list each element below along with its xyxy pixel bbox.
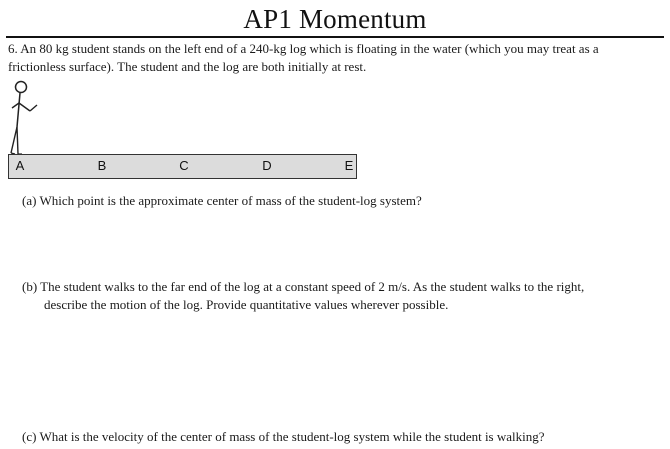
title-divider [6, 36, 664, 38]
log-point-d-label: D [262, 158, 272, 173]
log-point-c-label: C [179, 158, 189, 173]
log-point-b-label: B [97, 158, 107, 173]
page-title: AP1 Momentum [243, 4, 427, 34]
question-a: (a) Which point is the approximate center of mass of the student-log system? [22, 193, 422, 208]
question-b [22, 278, 650, 314]
problem-statement: 6. An 80 kg student stands on the left end of a 240-kg log which is floating in the water (which you may treat as a frictionless surface). The student and the log are both initially at rest. [8, 41, 599, 74]
log-point-a-label: A [15, 158, 25, 173]
question-c: (c) What is the velocity of the center of mass of the student-log system while the student is walking? [22, 429, 545, 444]
log-point-e-label: E [344, 158, 354, 173]
question-b-line1: (b) The student walks to the far end of the log at a constant speed of 2 m/s. As the student walks to the right, [22, 279, 585, 294]
question-b-line2: describe the motion of the log. Provide quantitative values wherever possible. [44, 297, 449, 312]
